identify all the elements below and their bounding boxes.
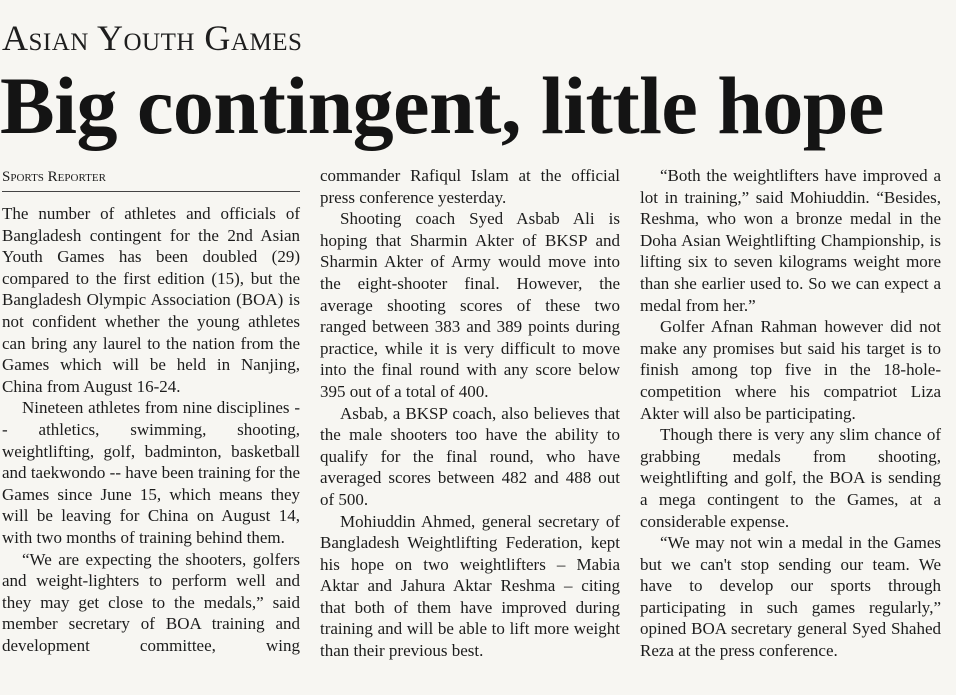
paragraph: Golfer Afnan Rahman however did not make any promises but said his target is to finish among top five in the 18-hole-competition where his compatriot Liza Akter will also be participating. bbox=[640, 317, 941, 423]
paragraph: “Both the weightlifters have improved a lot in training,” said Mohiuddin. “Besides, Reshma, who won a bronze medal in the Doha Asian Weightlifting Championship, is lifting six to seven kilograms weight more than she earlier used to. So we can expect a medal from her.” bbox=[640, 166, 941, 315]
article-column-3 bbox=[640, 165, 941, 662]
paragraph: “We may not win a medal in the Games but we can't stop sending our team. We have to develop our sports through participating in such games regularly,” opined BOA secretary general Syed Shahed Reza at the press conference. bbox=[640, 533, 941, 661]
paragraph: Mohiuddin Ahmed, general secretary of Bangladesh Weightlifting Federation, kept his hope on two weightlifters – Mabia Aktar and Jahura Aktar Reshma – citing that both of them have improved during training and will be able to lift more weight than their previous best. bbox=[320, 511, 620, 661]
paragraph: Nineteen athletes from nine disciplines -- athletics, swimming, shooting, weightlifting, golf, badminton, basketball and taekwondo -- have been training for the Games since June 15, which means they will be leaving for China on August 14, with two months of training behind them. bbox=[2, 398, 300, 547]
section-kicker: Asian Youth Games bbox=[2, 18, 303, 58]
paragraph: Shooting coach Syed Asbab Ali is hoping that Sharmin Akter of BKSP and Sharmin Akter of Army would move into the eight-shooter final. However, the average shooting scores of these two ranged between 383 and 389 points during practice, while it is very difficult to move into the final round with any score below 395 out of a total of 400. bbox=[320, 209, 620, 401]
article-column-2 bbox=[320, 165, 620, 662]
byline: Sports Reporter bbox=[2, 167, 300, 192]
paragraph: Asbab, a BKSP coach, also believes that the male shooters too have the ability to qualify for the final round, who have averaged scores between 482 and 488 out of 500. bbox=[320, 403, 620, 509]
article-column-1 bbox=[2, 203, 300, 656]
paragraph: The number of athletes and officials of Bangladesh contingent for the 2nd Asian Youth Games has been doubled (29) compared to the first edition (15), but the Bangladesh Olympic Association (BOA) is not confident whether the young athletes can bring any laurel to the nation from the Games which will be held in Nanjing, China from August 16-24. bbox=[2, 204, 300, 396]
paragraph: commander Rafiqul Islam at the official press conference yesterday. bbox=[320, 166, 620, 207]
paragraph: “We are expecting the shooters, golfers and weight-lighters to perform well and they may get close to the medals,” said member secretary of BOA training and development committee, wing bbox=[2, 549, 300, 655]
headline: Big contingent, little hope bbox=[0, 60, 884, 151]
paragraph: Though there is very any slim chance of grabbing medals from shooting, weightlifting and golf, the BOA is sending a mega contingent to the Games, at a considerable expense. bbox=[640, 425, 941, 531]
